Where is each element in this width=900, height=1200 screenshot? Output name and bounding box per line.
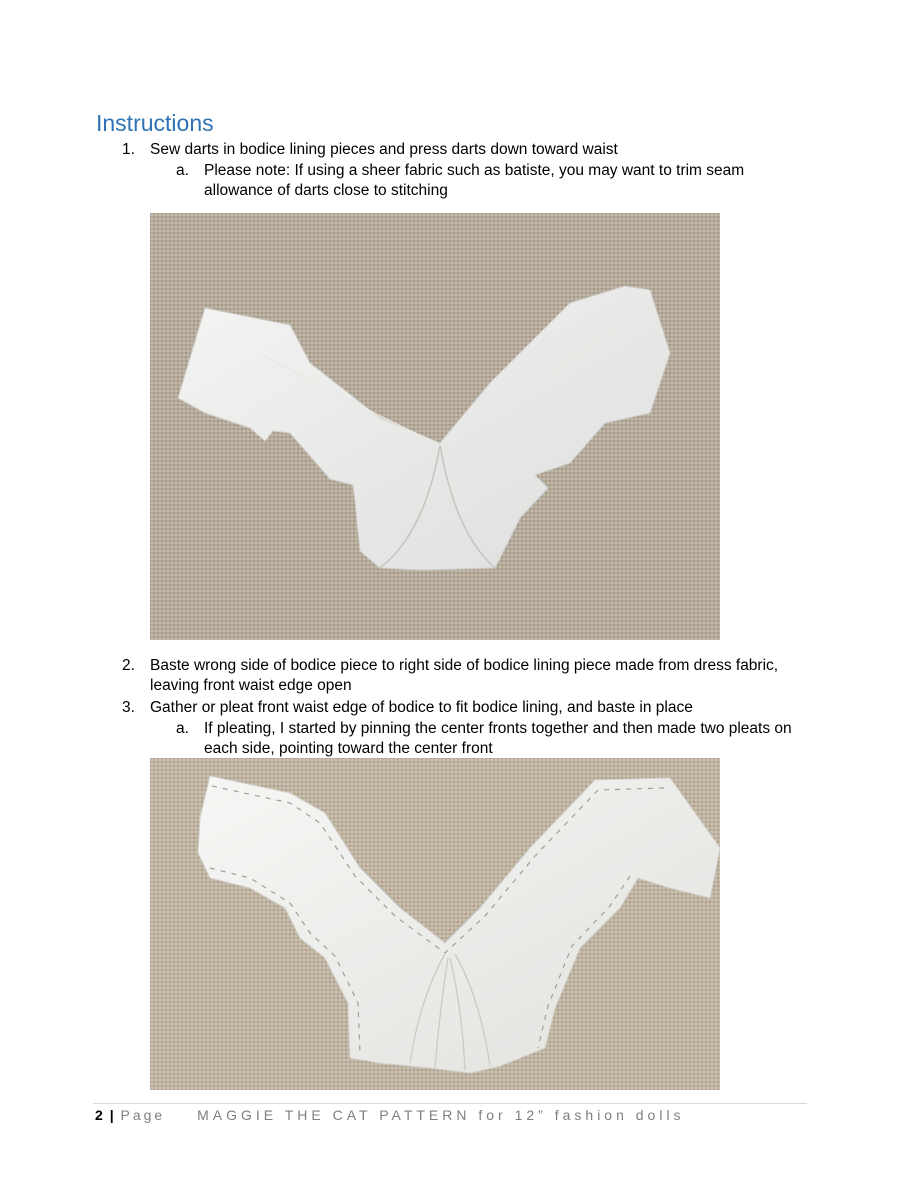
step-3a (176, 719, 796, 759)
footer-divider (93, 1103, 807, 1104)
step-2 (122, 656, 802, 696)
step-number: 2. (122, 657, 135, 674)
basted-bodice-photo (150, 758, 720, 1090)
page-label: Page (120, 1107, 166, 1123)
step-text: Sew darts in bodice lining pieces and press darts down toward waist (150, 141, 618, 158)
step-text: Baste wrong side of bodice piece to right side of bodice lining piece made from dress fabric, leaving front waist edge open (150, 657, 779, 694)
bodice-lining-fabric (178, 286, 670, 570)
bodice-lining-illustration (150, 213, 720, 640)
step-3 (122, 698, 802, 718)
basted-bodice-fabric (198, 776, 720, 1073)
step-number: 1. (122, 141, 135, 158)
page-number: 2 (95, 1107, 103, 1123)
substep-text: If pleating, I started by pinning the center fronts together and then made two pleats on each side, pointing toward the center front (204, 720, 792, 757)
step-text: Gather or pleat front waist edge of bodice to fit bodice lining, and baste in place (150, 699, 693, 716)
page-footer (95, 1107, 685, 1123)
step-1 (122, 140, 802, 160)
substep-letter: a. (176, 720, 189, 737)
section-heading: Instructions (96, 110, 214, 136)
substep-text: Please note: If using a sheer fabric such as batiste, you may want to trim seam allowance of darts close to stitching (204, 162, 745, 199)
basted-bodice-illustration (150, 758, 720, 1090)
footer-separator: | (109, 1107, 114, 1123)
substep-letter: a. (176, 162, 189, 179)
bodice-lining-photo (150, 213, 720, 640)
step-1a (176, 161, 796, 201)
document-title: MAGGIE THE CAT PATTERN for 12” fashion dolls (197, 1107, 685, 1123)
step-number: 3. (122, 699, 135, 716)
